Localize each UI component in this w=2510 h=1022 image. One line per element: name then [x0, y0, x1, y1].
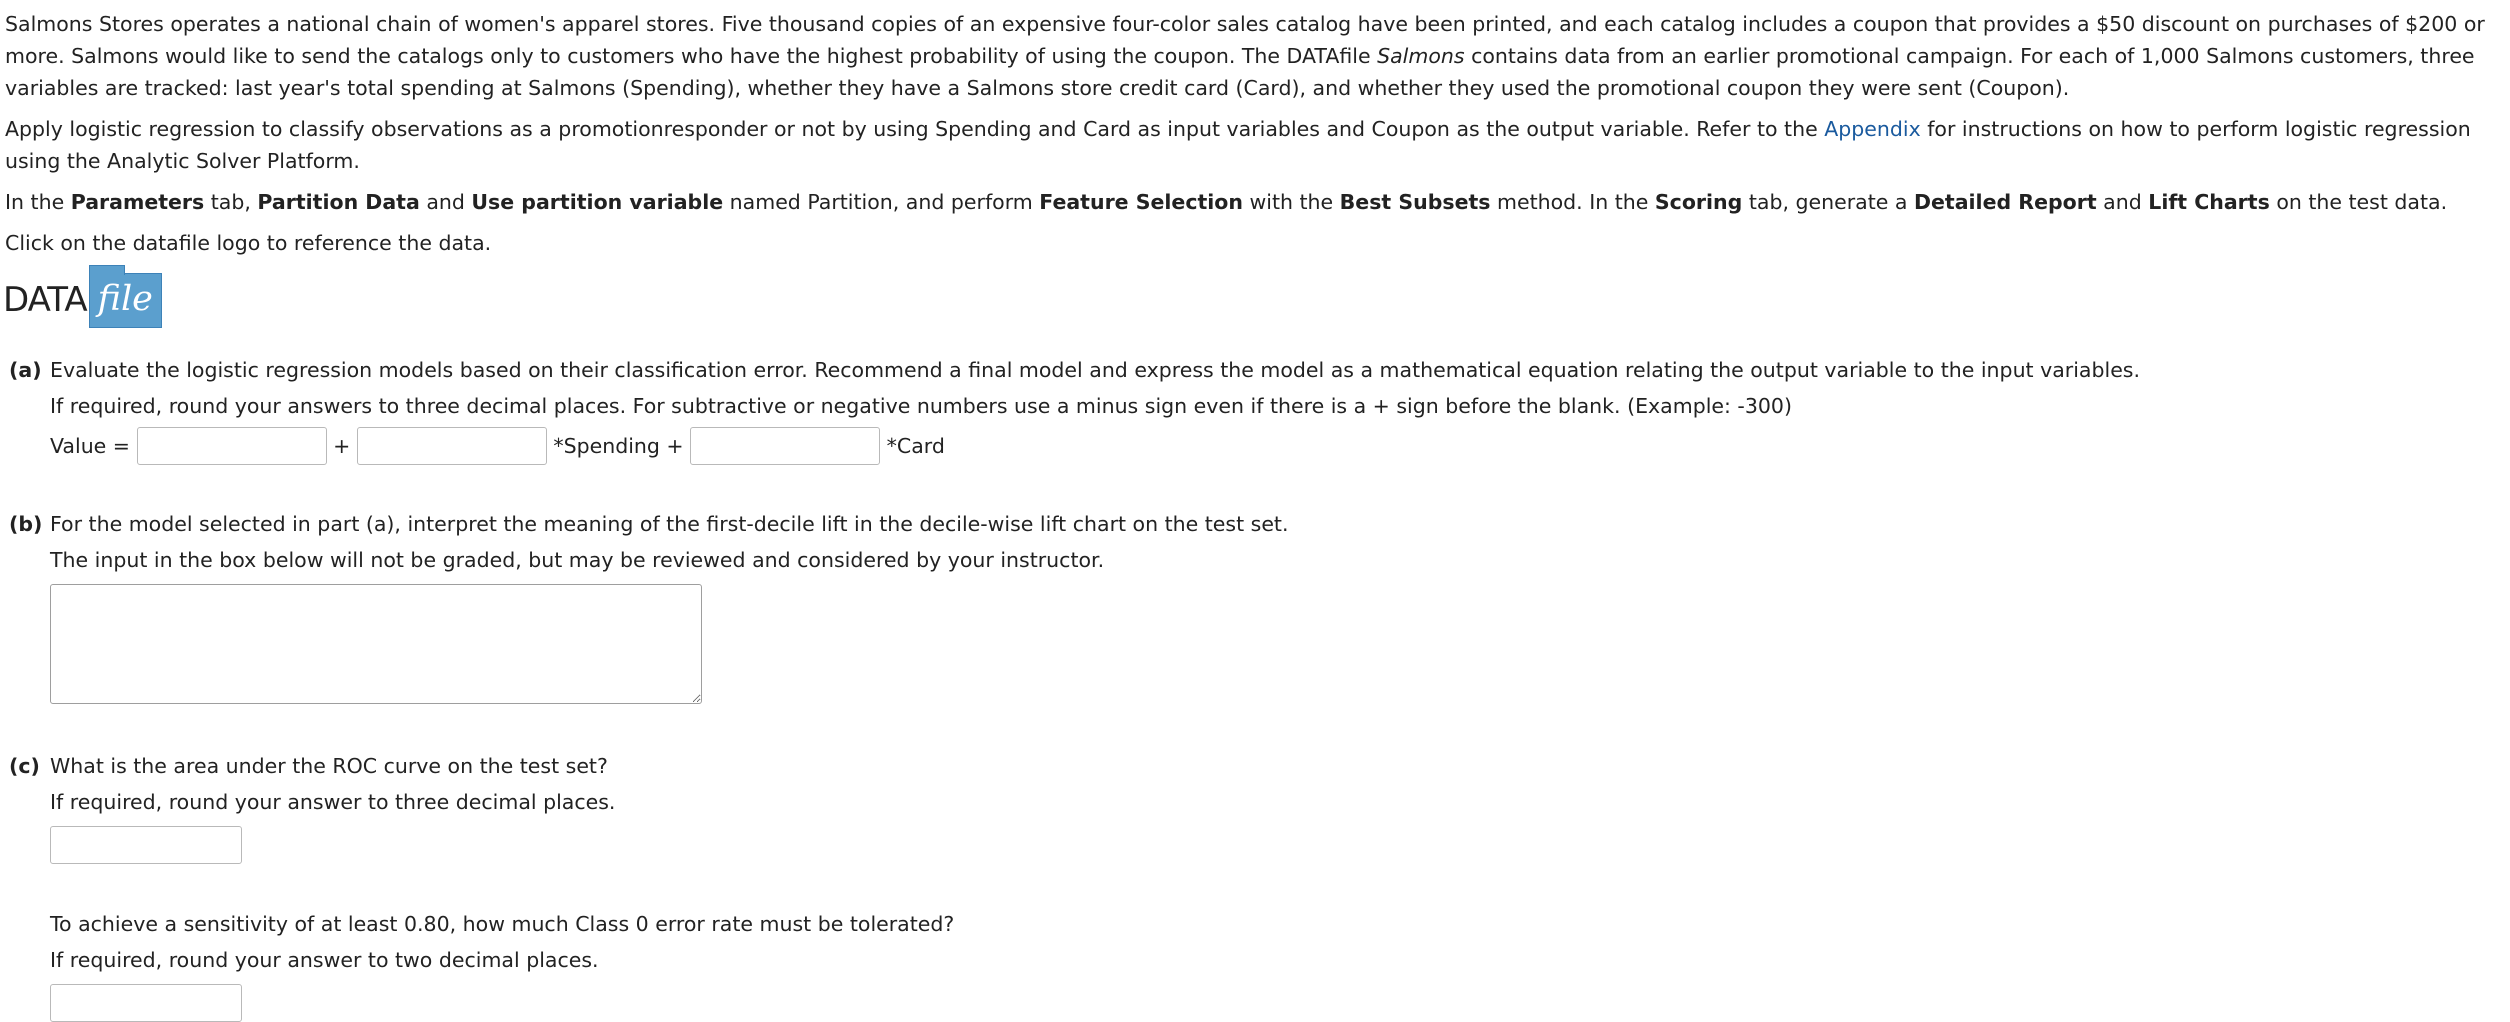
part-b-question: For the model selected in part (a), interpret the meaning of the first-decile lift in the decile-wise lift chart on the test set. — [50, 512, 1289, 536]
lift-interpretation-textarea[interactable] — [50, 584, 702, 704]
p3-bold-parameters: Parameters — [70, 190, 205, 214]
intro-p1-text-b: contains data from an earlier promotional campaign. For each of 1,000 Salmons customers, three variables are tracked: last year's total spending at Salmons (Spending), whether they have a Salmons store credit card (Card), and whether they used the promotional coupon they were sent (Coupon). — [5, 44, 2475, 100]
part-c-label: (c) — [9, 754, 40, 778]
intro-p2-text-a: Apply logistic regression to classify observations as a promotionresponder or not by using Spending and Card as input variables and Coupon as the output variable. Refer to the — [5, 117, 1825, 141]
p3-text: on the test data. — [2269, 190, 2448, 214]
datafile-name: Salmons — [1377, 44, 1465, 68]
part-b-instruction: The input in the box below will not be graded, but may be reviewed and considered by your instructor. — [50, 548, 1105, 572]
p3-text: and — [2096, 190, 2149, 214]
intro-paragraph-3 — [5, 186, 2500, 218]
p3-bold-best-subsets: Best Subsets — [1339, 190, 1491, 214]
p3-text: with the — [1242, 190, 1340, 214]
part-a — [5, 354, 2500, 466]
card-coefficient-input[interactable] — [690, 427, 880, 465]
intro-paragraph-1 — [5, 8, 2500, 104]
part-a-instruction: If required, round your answers to three decimal places. For subtractive or negative numbers use a minus sign even if there is a + sign before the blank. (Example: -300) — [50, 394, 1792, 418]
card-label: *Card — [886, 434, 945, 458]
spacer — [50, 864, 2500, 908]
p3-bold-detailed-report: Detailed Report — [1913, 190, 2097, 214]
p3-text: In the — [5, 190, 71, 214]
part-a-question: Evaluate the logistic regression models based on their classification error. Recommend a final model and express the model as a mathematical equation relating the output variable to the input variables. — [50, 358, 2141, 382]
p3-bold-partition-data: Partition Data — [257, 190, 420, 214]
p3-text: tab, — [204, 190, 258, 214]
part-b-label: (b) — [9, 512, 43, 536]
part-c-instruction: If required, round your answer to three decimal places. — [50, 790, 616, 814]
value-label: Value = — [50, 434, 130, 458]
p3-bold-lift-charts: Lift Charts — [2148, 190, 2270, 214]
spending-coefficient-input[interactable] — [357, 427, 547, 465]
spending-label: *Spending + — [553, 434, 684, 458]
equation-row — [50, 426, 2500, 466]
p3-text: method. In the — [1490, 190, 1655, 214]
datafile-logo-data-text: DATA — [3, 280, 87, 320]
part-c — [5, 750, 2500, 1022]
part-c-question-2: To achieve a sensitivity of at least 0.80, how much Class 0 error rate must be tolerated? — [50, 912, 955, 936]
part-a-label: (a) — [9, 358, 42, 382]
part-b — [5, 508, 2500, 704]
part-c-instruction-2: If required, round your answer to two decimal places. — [50, 948, 599, 972]
intercept-input[interactable] — [137, 427, 327, 465]
spacer — [350, 430, 357, 462]
appendix-link[interactable]: Appendix — [1824, 117, 1921, 141]
p3-bold-scoring: Scoring — [1654, 190, 1743, 214]
datafile-logo[interactable] — [3, 268, 2500, 332]
p3-text: and — [419, 190, 472, 214]
p3-text: named Partition, and perform — [723, 190, 1040, 214]
part-c-question: What is the area under the ROC curve on the test set? — [50, 754, 608, 778]
p3-text: tab, generate a — [1742, 190, 1914, 214]
intro-p2-text-b: for instructions on how to perform logistic regression using the Analytic Solver Platform. — [5, 117, 2471, 173]
datafile-folder-icon: file — [89, 273, 162, 328]
p3-bold-feature-selection: Feature Selection — [1039, 190, 1243, 214]
auc-input[interactable] — [50, 826, 242, 864]
intro-paragraph-4: Click on the datafile logo to reference the data. — [5, 231, 492, 255]
p3-bold-use-partition-variable: Use partition variable — [471, 190, 724, 214]
intro-paragraph-2 — [5, 113, 2500, 177]
intro-p1-text-a: Salmons Stores operates a national chain of women's apparel stores. Five thousand copies of an expensive four-color sales catalog have been printed, and each catalog includes a coupon that provides a $50 discount on purchases of $200 or more. Salmons would like to send the catalogs only to customers who have the highest probability of using the coupon. The DATAfile — [5, 12, 2485, 68]
plus-sign: + — [333, 434, 351, 458]
class0-error-input[interactable] — [50, 984, 242, 1022]
